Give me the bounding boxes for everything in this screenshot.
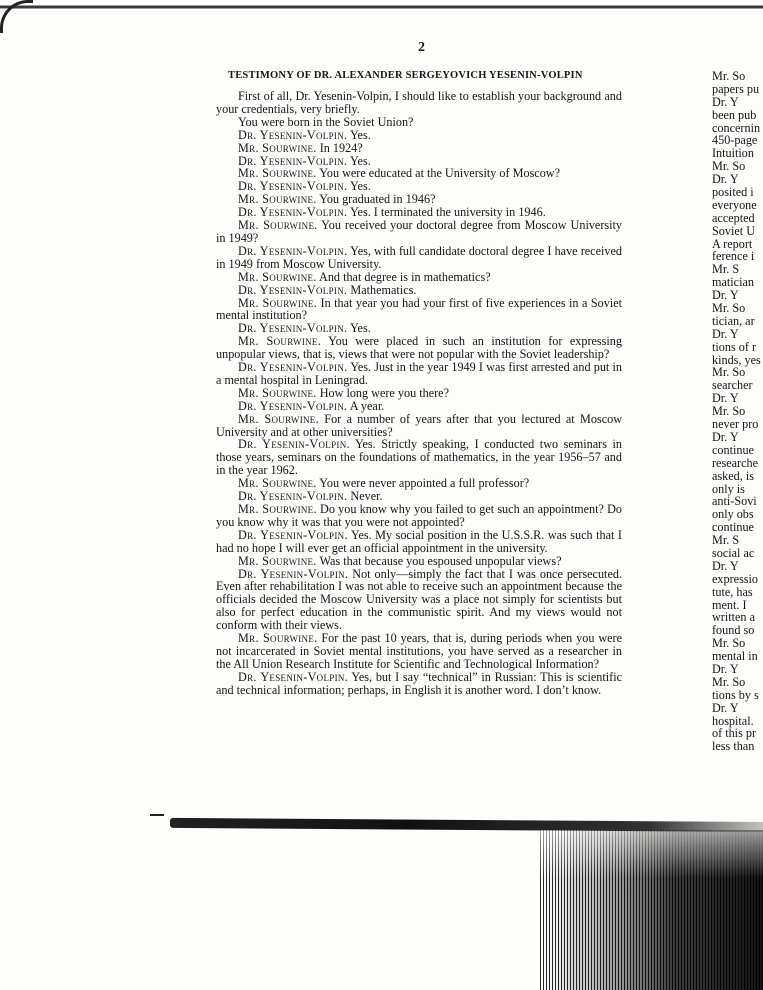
speaker-name: Mr. Sourwine.	[238, 192, 317, 207]
speaker-name: Mr. Sourwine.	[238, 166, 317, 181]
speaker-name: Dr. Yesenin-Volpin.	[238, 321, 348, 336]
fragment-line: ference i	[712, 249, 755, 264]
fragment-line: of this pr	[712, 726, 757, 741]
page-top-rule	[0, 0, 763, 12]
testimony-body	[216, 90, 622, 697]
testimony-paragraph	[216, 438, 622, 477]
testimony-paragraph	[216, 361, 622, 387]
speaker-name: Mr. Sourwine.	[238, 140, 317, 155]
fragment-line: written a	[712, 610, 755, 625]
speaker-name: Mr. Sourwine.	[238, 476, 317, 491]
fragment-line: matician	[712, 275, 754, 290]
fragment-line: ment. I	[712, 597, 747, 612]
speaker-name: Mr. Sourwine.	[238, 385, 317, 400]
speaker-name: Dr. Yesenin-Volpin.	[238, 243, 348, 258]
paragraph-text: You graduated in 1946?	[319, 192, 436, 207]
testimony-heading: TESTIMONY OF DR. ALEXANDER SERGEYOVICH YESENIN-VOLPIN	[228, 70, 583, 81]
testimony-paragraph	[216, 297, 622, 323]
testimony-paragraph	[216, 90, 622, 116]
speaker-name: Dr. Yesenin-Volpin.	[238, 179, 348, 194]
fragment-line: Mr. So	[712, 674, 746, 689]
speaker-name: Dr. Yesenin-Volpin.	[238, 669, 349, 684]
speaker-name: Dr. Yesenin-Volpin.	[238, 127, 348, 142]
fragment-line: A report	[712, 236, 753, 251]
speaker-name: Dr. Yesenin-Volpin.	[238, 489, 348, 504]
testimony-paragraph	[216, 335, 622, 361]
speaker-name: Dr. Yesenin-Volpin.	[238, 566, 349, 581]
fragment-line: papers pu	[712, 81, 760, 96]
fragment-line: Mr. So	[712, 404, 746, 419]
fragment-line: Mr. S	[712, 262, 740, 277]
fragment-line: Dr. Y	[712, 661, 739, 676]
paragraph-text: In that year you had your first of five experiences in a Soviet mental institution?	[216, 295, 623, 323]
speaker-name: Mr. Sourwine.	[238, 631, 318, 646]
fragment-line: never pro	[712, 417, 759, 432]
fragment-line: only is	[712, 481, 745, 496]
paragraph-text: You received your doctoral degree from Moscow University in 1949?	[216, 218, 622, 245]
fragment-line: tions of r	[712, 339, 757, 354]
fragment-line: 450-page	[712, 133, 758, 148]
fragment-line: Mr. So	[712, 301, 746, 316]
fragment-line: Dr. Y	[712, 326, 739, 341]
fragment-line: Mr. So	[712, 159, 746, 174]
fragment-line: Mr. S	[712, 533, 740, 548]
fragment-line: Soviet U	[712, 223, 755, 238]
speaker-name: Dr. Yesenin-Volpin.	[238, 205, 348, 220]
paragraph-text: You were never appointed a full professor?	[319, 476, 530, 491]
scan-noise	[540, 830, 763, 990]
fragment-line: tions by s	[712, 687, 759, 702]
speaker-name: Dr. Yesenin-Volpin.	[238, 282, 348, 297]
fragment-line: tute, has	[712, 584, 753, 599]
paragraph-text: For a number of years after that you lectured at Moscow University and at other universities?	[216, 411, 623, 439]
fragment-line: Dr. Y	[712, 391, 739, 406]
speaker-name: Mr. Sourwine.	[238, 295, 318, 310]
speaker-name: Dr. Yesenin-Volpin.	[238, 437, 350, 452]
fragment-line: Mr. So	[712, 70, 746, 83]
paragraph-text: How long were you there?	[319, 385, 449, 400]
paragraph-text: Do you know why you failed to get such an appointment? Do you know why it was that you were not appointed?	[216, 502, 623, 529]
fragment-line: posited i	[712, 185, 754, 200]
fragment-line: Dr. Y	[712, 172, 739, 187]
paragraph-text: You were born in the Soviet Union?	[238, 114, 414, 129]
fragment-line: hospital.	[712, 713, 754, 728]
speaker-name: Mr. Sourwine.	[238, 218, 318, 233]
fragment-line: kinds, yes	[712, 352, 761, 367]
paragraph-text: Yes.	[349, 153, 371, 168]
fragment-line: Mr. So	[712, 636, 746, 651]
paragraph-text: First of all, Dr. Yesenin-Volpin, I should like to establish your background and your credentials, very briefly.	[216, 89, 622, 116]
paragraph-text: Yes.	[349, 179, 371, 194]
fragment-line: accepted	[712, 210, 755, 225]
fragment-line: mental in	[712, 649, 758, 664]
paragraph-text: Never.	[350, 489, 383, 504]
speaker-name: Dr. Yesenin-Volpin.	[238, 360, 348, 375]
fragment-line: concernin	[712, 120, 761, 135]
fragment-line: been pub	[712, 107, 757, 122]
paragraph-text: A year.	[349, 398, 385, 413]
testimony-paragraph	[216, 245, 622, 271]
paragraph-text: Yes, with full candidate doctoral degree I have received in 1949 from Moscow University.	[216, 243, 622, 271]
testimony-paragraph	[216, 671, 622, 697]
paragraph-text: Yes, but I say “technical” in Russian: This is scientific and technical information; perhaps, in English it is another word. I don’t know.	[216, 669, 622, 697]
fragment-line: Dr. Y	[712, 429, 739, 444]
fragment-line: everyone	[712, 197, 757, 212]
speaker-name: Dr. Yesenin-Volpin.	[238, 398, 348, 413]
paragraph-text: And that degree is in mathematics?	[319, 269, 491, 284]
paragraph-text: In 1924?	[319, 140, 363, 155]
speaker-name: Mr. Sourwine.	[238, 269, 317, 284]
speaker-name: Mr. Sourwine.	[238, 553, 317, 568]
fragment-line: expressio	[712, 571, 759, 586]
page-number: 2	[418, 40, 425, 55]
fragment-line: anti-Sovi	[712, 494, 757, 509]
fragment-line: found so	[712, 623, 755, 638]
fragment-line: only obs	[712, 507, 754, 522]
testimony-paragraph	[216, 219, 622, 245]
paragraph-text: You were placed in such an institution for expressing unpopular views, that is, views that were not popular with the Soviet leadership?	[216, 334, 622, 362]
fragment-line: continue	[712, 442, 754, 457]
fragment-line: social ac	[712, 545, 755, 560]
paragraph-text: Mathematics.	[350, 282, 417, 297]
paragraph-text: For the past 10 years, that is, during periods when you were not incarcerated in Soviet mental institutions, you have served as a researcher in the All Union Research Institute for Scientific and Technological Information?	[216, 631, 623, 671]
fragment-line: Intuition	[712, 146, 754, 161]
paragraph-text: Yes.	[349, 127, 371, 142]
paragraph-text: Yes. Just in the year 1949 I was first arrested and put in a mental hospital in Leningrad.	[216, 360, 622, 387]
testimony-paragraph	[216, 503, 622, 529]
paragraph-text: Yes.	[349, 321, 371, 336]
adjacent-page-fragment	[712, 70, 763, 790]
speaker-name: Mr. Sourwine.	[238, 502, 317, 516]
fragment-line: continue	[712, 520, 754, 535]
fragment-line: asked, is	[712, 468, 754, 483]
testimony-paragraph	[216, 529, 622, 555]
paragraph-text: Was that because you espoused unpopular views?	[319, 553, 562, 568]
testimony-paragraph	[216, 413, 622, 439]
testimony-paragraph	[216, 568, 622, 633]
speaker-name: Mr. Sourwine.	[238, 334, 322, 349]
paragraph-text: Not only—simply the fact that I was once persecuted. Even after rehabilitation I was not able to receive such an appointment because the officials decided the Moscow University was a place not simply for scientists but also for perfect education in the communistic spirit. And my views would not conform with their views.	[216, 566, 622, 633]
fragment-line: tician, ar	[712, 313, 755, 328]
fragment-line: less than	[712, 739, 755, 754]
speaker-name: Dr. Yesenin-Volpin.	[238, 153, 348, 168]
speaker-name: Dr. Yesenin-Volpin.	[238, 527, 348, 542]
fragment-line: Dr. Y	[712, 700, 739, 715]
fragment-line: Dr. Y	[712, 558, 739, 573]
fragment-line: researche	[712, 455, 759, 470]
testimony-paragraph	[216, 632, 622, 671]
paragraph-text: Yes. I terminated the university in 1946.	[349, 205, 546, 220]
fragment-line: Mr. So	[712, 365, 746, 380]
paragraph-text: Yes. My social position in the U.S.S.R. was such that I had no hope I will ever get an official appointment in the university.	[216, 527, 622, 555]
paragraph-text: You were educated at the University of Moscow?	[319, 166, 561, 181]
fragment-line: Dr. Y	[712, 288, 739, 303]
paragraph-text: Yes. Strictly speaking, I conducted two seminars in those years, seminars on the foundations of mathematics, in the year 1956–57 and in the year 1962.	[216, 437, 622, 478]
fragment-line: searcher	[712, 378, 753, 393]
speaker-name: Mr. Sourwine.	[238, 411, 319, 426]
fragment-line: Dr. Y	[712, 94, 739, 109]
